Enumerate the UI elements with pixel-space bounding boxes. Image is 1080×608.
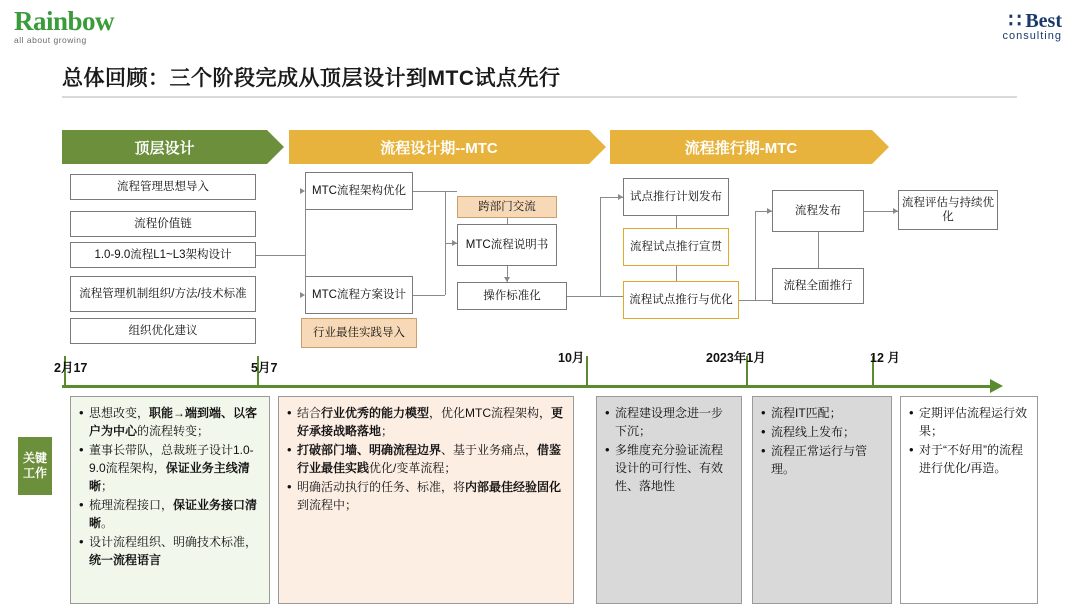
timeline-label-4: 2023年1月	[706, 351, 766, 365]
list-item: • 设计流程组织、明确技术标准，统一流程语言	[79, 533, 261, 569]
list-item: • 明确活动执行的任务、标准，将内部最佳经验固化到流程中；	[287, 478, 565, 514]
flow-box-1[interactable]: 流程管理思想导入	[70, 174, 256, 200]
list-item: • 对于“不好用”的流程进行优化/再造。	[909, 441, 1029, 477]
list-item: • 流程建设理念进一步下沉；	[605, 404, 733, 440]
key-work-badge: 关键工作	[18, 437, 52, 495]
best-logo-sub: consulting	[1002, 30, 1062, 42]
flow-box-13[interactable]: 流程试点推行宣贯	[623, 228, 729, 266]
timeline-label-2: 5月7	[251, 361, 278, 375]
phase-banner-2: 流程设计期--MTC	[289, 130, 589, 164]
best-consulting-logo	[1002, 8, 1062, 42]
connector-arrow-2	[300, 292, 305, 298]
summary-card-2-list	[287, 404, 565, 514]
connector-arrow-6	[767, 208, 772, 214]
phase-banner-3: 流程推行期-MTC	[610, 130, 872, 164]
flow-box-8[interactable]: 行业最佳实践导入	[301, 318, 417, 348]
list-item: • 流程正常运行与管理。	[761, 442, 883, 478]
title-divider	[62, 96, 1017, 98]
list-item: • 结合行业优秀的能力模型，优化MTC流程架构，更好承接战略落地；	[287, 404, 565, 440]
connector-arrow-5	[618, 194, 623, 200]
connector-col5-spine	[755, 211, 756, 300]
connector-box7-to-spine	[413, 295, 445, 296]
list-item: • 董事长带队，总裁班子设计1.0-9.0流程架构，保证业务主线清晰；	[79, 441, 261, 495]
timeline-tick-3	[586, 356, 588, 386]
flow-box-15[interactable]: 流程发布	[772, 190, 864, 232]
flow-box-2[interactable]: 流程价值链	[70, 211, 256, 237]
flow-box-5[interactable]: 组织优化建议	[70, 318, 256, 344]
flow-box-4[interactable]: 流程管理机制组织/方法/技术标准	[70, 276, 256, 312]
connector-box6-to-box10	[413, 191, 457, 192]
phase-banner-1: 顶层设计	[62, 130, 267, 164]
connector-arrow-1	[300, 188, 305, 194]
timeline-label-3: 10月	[558, 351, 585, 365]
flow-box-7[interactable]: MTC流程方案设计	[305, 276, 413, 314]
flow-box-9[interactable]: 跨部门交流	[457, 196, 557, 218]
summary-card-1-list	[79, 404, 261, 569]
flow-box-12[interactable]: 试点推行计划发布	[623, 178, 729, 216]
flow-box-17[interactable]: 流程评估与持续优化	[898, 190, 998, 230]
connector-col4-spine	[600, 197, 601, 296]
summary-card-3	[596, 396, 742, 604]
page-title: 总体回顾：三个阶段完成从顶层设计到MTC试点先行	[62, 67, 561, 90]
timeline-label-5: 12 月	[870, 351, 900, 365]
rainbow-logo	[14, 6, 114, 45]
list-item: • 多维度充分验证流程设计的可行性、有效性、落地性	[605, 441, 733, 495]
summary-card-3-list	[605, 404, 733, 495]
summary-card-2	[278, 396, 574, 604]
connector-box14-to-box16	[739, 300, 772, 301]
list-item: • 打破部门墙、明确流程边界、基于业务痛点，借鉴行业最佳实践优化/变革流程；	[287, 441, 565, 477]
best-logo-mark: ∷	[1008, 10, 1022, 32]
connector-box13-to-box14	[676, 266, 677, 281]
best-logo-text: ∷ Best	[1008, 10, 1062, 32]
summary-card-4	[752, 396, 892, 604]
list-item: • 流程线上发布；	[761, 423, 883, 441]
connector-box15-to-box16	[818, 232, 819, 268]
timeline-axis	[62, 385, 992, 388]
flow-box-11[interactable]: 操作标准化	[457, 282, 567, 310]
connector-arrow-4	[504, 277, 510, 282]
summary-card-4-list	[761, 404, 883, 478]
connector-arrow-3	[452, 240, 457, 246]
connector-col2-spine	[305, 191, 306, 295]
list-item: • 定期评估流程运行效果；	[909, 404, 1029, 440]
rainbow-logo-text: Rainbow	[14, 6, 115, 36]
flow-box-3[interactable]: 1.0-9.0流程L1~L3架构设计	[70, 242, 256, 268]
summary-card-5-list	[909, 404, 1029, 477]
connector-box11-to-col4	[567, 296, 623, 297]
timeline-arrow-icon	[990, 379, 1003, 393]
list-item: • 思想改变，职能→端到端、以客户为中心的流程转变；	[79, 404, 261, 440]
flow-box-10[interactable]: MTC流程说明书	[457, 224, 557, 266]
flow-box-16[interactable]: 流程全面推行	[772, 268, 864, 304]
summary-card-1	[70, 396, 270, 604]
flow-box-6[interactable]: MTC流程架构优化	[305, 172, 413, 210]
connector-col1-to-col2	[256, 255, 305, 256]
list-item: • 梳理流程接口，保证业务接口清晰。	[79, 496, 261, 532]
connector-box12-to-box13	[676, 216, 677, 228]
connector-box9-to-box10	[507, 218, 508, 224]
rainbow-logo-tagline: all about growing	[14, 35, 87, 45]
timeline-label-1: 2月17	[54, 361, 88, 375]
connector-arrow-7	[893, 208, 898, 214]
list-item: • 流程IT匹配；	[761, 404, 883, 422]
flow-box-14[interactable]: 流程试点推行与优化	[623, 281, 739, 319]
summary-card-5	[900, 396, 1038, 604]
